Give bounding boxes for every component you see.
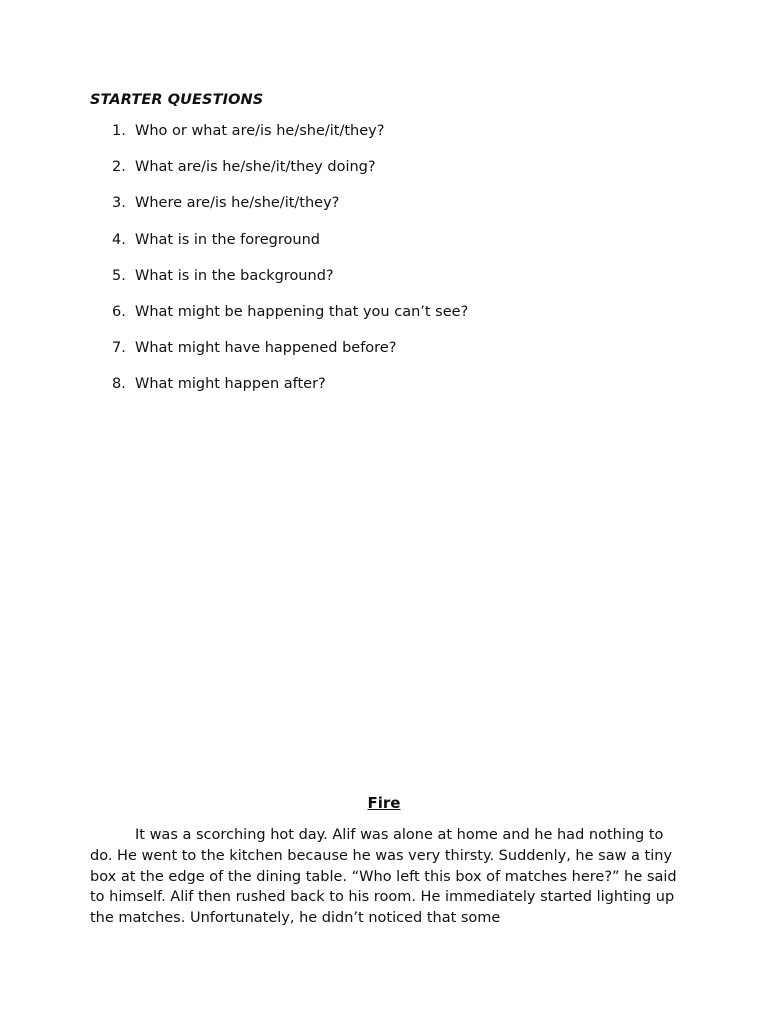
question-item (90, 194, 690, 230)
starter-questions-list (90, 122, 690, 412)
question-number: 6. (112, 303, 126, 320)
question-item (90, 375, 690, 411)
question-text: What might be happening that you can’t see? (135, 303, 469, 320)
question-text: Who or what are/is he/she/it/they? (135, 123, 385, 139)
question-item (90, 339, 690, 375)
question-text: Where are/is he/she/it/they? (135, 195, 340, 212)
story-title: Fire (367, 794, 401, 812)
question-number: 2. (112, 159, 126, 176)
question-item (90, 158, 690, 194)
question-item (90, 303, 690, 339)
question-number: 3. (112, 195, 126, 212)
question-number: 5. (112, 267, 126, 284)
question-item (90, 267, 690, 303)
question-text: What might have happened before? (135, 340, 397, 357)
story-paragraph: It was a scorching hot day. Alif was alone at home and he had nothing to do. He went to the kitchen because he was very thirsty. Suddenly, he saw a tiny box at the edge of the dining table. “Who left this box of matches here?” he said to himself. Alif then rushed back to his room. He immediately started lighting up the matches. Unfortunately, he didn’t noticed that some (90, 827, 677, 927)
question-number: 7. (112, 340, 126, 357)
question-text: What is in the background? (135, 267, 334, 284)
question-text: What might happen after? (135, 376, 326, 393)
question-item (90, 231, 690, 267)
question-number: 4. (112, 231, 126, 248)
question-text: What are/is he/she/it/they doing? (135, 159, 376, 176)
question-text: What is in the foreground (135, 231, 320, 248)
question-number: 8. (112, 376, 126, 393)
starter-questions-heading: STARTER QUESTIONS (90, 92, 264, 108)
question-number: 1. (112, 123, 126, 139)
question-item (90, 122, 690, 158)
